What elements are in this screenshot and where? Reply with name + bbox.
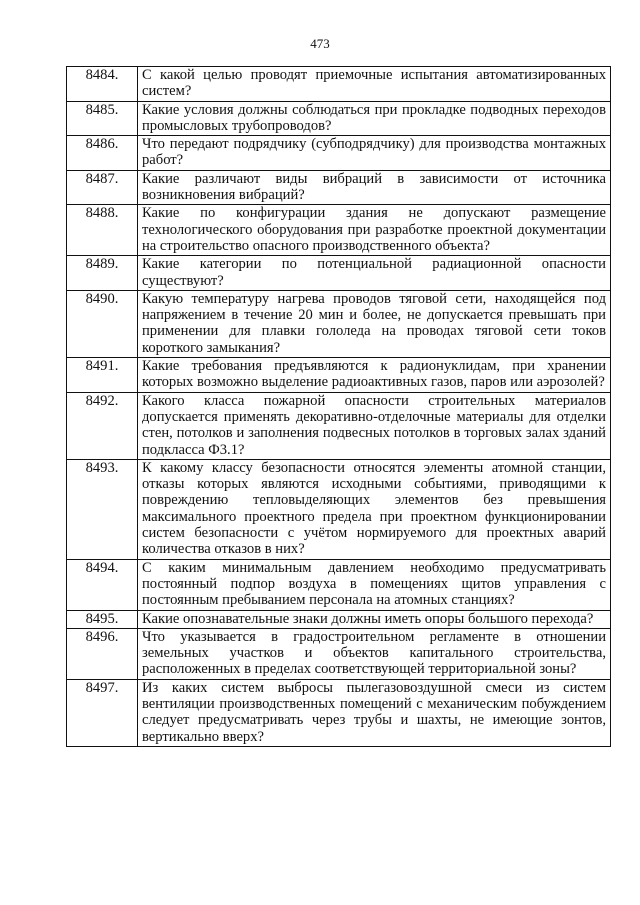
question-number: 8490.: [67, 290, 138, 357]
question-text: Что передают подрядчику (субподрядчику) для производства монтажных работ?: [138, 136, 611, 171]
question-number: 8488.: [67, 205, 138, 256]
question-text: Какую температуру нагрева проводов тяговой сети, находящейся под напряжением в течение 20 мин и более, не допускается превышать при применении для плавки гололеда на проводах тяговой сети токов короткого замыкания?: [138, 290, 611, 357]
questions-table: [66, 66, 611, 747]
question-number: 8491.: [67, 358, 138, 393]
table-row: [67, 256, 611, 291]
question-number: 8496.: [67, 628, 138, 679]
question-number: 8489.: [67, 256, 138, 291]
question-text: Из каких систем выбросы пылегазовоздушной смеси из систем вентиляции производственных помещений с механическим побуждением следует предусматривать через трубы и шахты, не имеющие зонтов, вертикально вверх?: [138, 679, 611, 746]
table-row: [67, 459, 611, 559]
question-number: 8486.: [67, 136, 138, 171]
question-text: Какие по конфигурации здания не допускают размещение технологического оборудования при разработке проектной документации на строительство опасного производственного объекта?: [138, 205, 611, 256]
table-row: [67, 136, 611, 171]
question-number: 8495.: [67, 610, 138, 628]
table-row: [67, 628, 611, 679]
question-text: Какого класса пожарной опасности строительных материалов допускается применять декоративно-отделочные материалы для отделки стен, потолков и заполнения подвесных потолков в торговых залах зданий подкласса Ф3.1?: [138, 392, 611, 459]
page-number: 473: [310, 36, 330, 51]
question-text: Какие опознавательные знаки должны иметь опоры большого перехода?: [138, 610, 611, 628]
question-number: 8494.: [67, 559, 138, 610]
question-number: 8493.: [67, 459, 138, 559]
question-text: Что указывается в градостроительном регламенте в отношении земельных участков и объектов капитального строительства, расположенных в пределах соответствующей территориальной зоны?: [138, 628, 611, 679]
question-number: 8487.: [67, 170, 138, 205]
question-number: 8492.: [67, 392, 138, 459]
question-number: 8497.: [67, 679, 138, 746]
question-text: Какие категории по потенциальной радиационной опасности существуют?: [138, 256, 611, 291]
questions-table-body: [67, 67, 611, 747]
table-row: [67, 67, 611, 102]
question-text: Какие различают виды вибраций в зависимости от источника возникновения вибраций?: [138, 170, 611, 205]
table-row: [67, 679, 611, 746]
table-row: [67, 392, 611, 459]
question-text: Какие требования предъявляются к радионуклидам, при хранении которых возможно выделение радиоактивных газов, паров или аэрозолей?: [138, 358, 611, 393]
question-text: С какой целью проводят приемочные испытания автоматизированных систем?: [138, 67, 611, 102]
question-text: С каким минимальным давлением необходимо предусматривать постоянный подпор воздуха в помещениях щитов управления с постоянным пребыванием персонала на атомных станциях?: [138, 559, 611, 610]
table-row: [67, 559, 611, 610]
table-row: [67, 170, 611, 205]
question-number: 8484.: [67, 67, 138, 102]
question-text: К какому классу безопасности относятся элементы атомной станции, отказы которых являются исходными событиями, приводящими к повреждению тепловыделяющих элементов без превышения максимального проектного предела при проектном функционировании систем безопасности с учётом нормируемого для проектных аварий количества отказов в них?: [138, 459, 611, 559]
question-number: 8485.: [67, 101, 138, 136]
table-row: [67, 358, 611, 393]
table-row: [67, 101, 611, 136]
table-row: [67, 610, 611, 628]
question-text: Какие условия должны соблюдаться при прокладке подводных переходов промысловых трубопроводов?: [138, 101, 611, 136]
table-row: [67, 205, 611, 256]
table-row: [67, 290, 611, 357]
